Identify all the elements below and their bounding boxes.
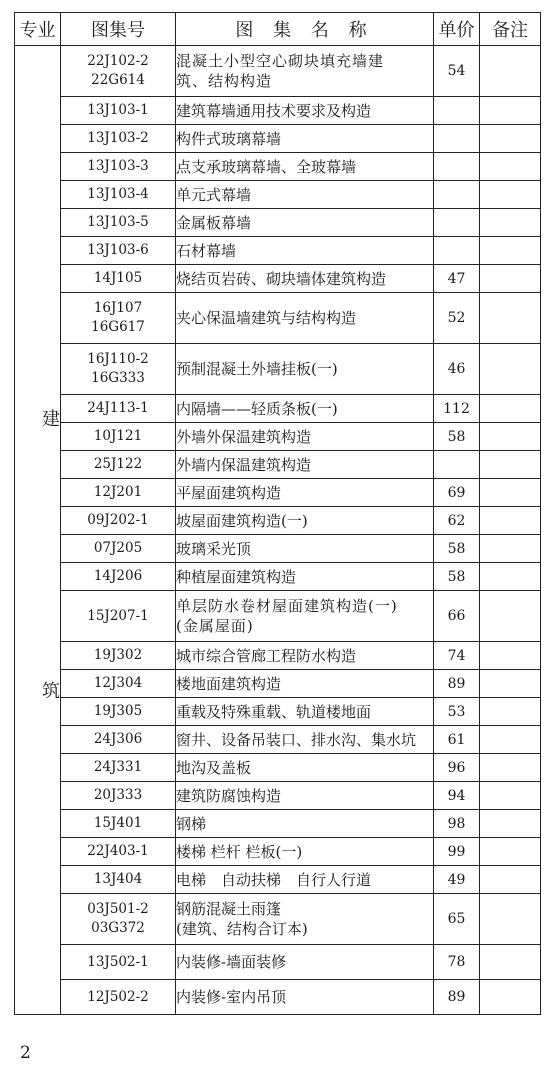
remarks-cell (480, 507, 541, 535)
table-body (15, 46, 541, 1015)
remarks-cell (480, 125, 541, 153)
atlas-number: 19J302 (93, 647, 143, 663)
atlas-name-cell (176, 535, 434, 563)
atlas-number-cell (61, 642, 176, 670)
unit-price-cell: 65 (434, 894, 480, 945)
atlas-number: 24J306 (93, 731, 143, 747)
table-row (15, 535, 541, 563)
unit-price-cell: 89 (434, 980, 480, 1015)
atlas-number-cell (61, 344, 176, 395)
discipline-cell (15, 46, 61, 1015)
remarks-cell (480, 423, 541, 451)
atlas-name: 楼地面建筑构造 (176, 674, 282, 693)
atlas-number-cell (61, 125, 176, 153)
unit-price-cell: 78 (434, 945, 480, 980)
atlas-name-cell (176, 670, 434, 698)
atlas-name: 内隔墙——轻质条板(一) (176, 399, 338, 418)
unit-price-cell: 58 (434, 563, 480, 591)
unit-price-cell: 69 (434, 479, 480, 507)
atlas-name: 地沟及盖板 (176, 758, 252, 777)
unit-price-cell: 47 (434, 265, 480, 293)
atlas-name: 混凝土小型空心砌块填充墙建 (176, 52, 385, 70)
remarks-cell (480, 591, 541, 642)
atlas-number: 12J304 (93, 675, 143, 691)
unit-price-cell: 94 (434, 782, 480, 810)
atlas-number: 24J113-1 (87, 400, 149, 416)
atlas-name: 外墙外保温建筑构造 (176, 427, 312, 446)
atlas-number: 16J110-2 (87, 351, 149, 367)
atlas-name-cell (176, 293, 434, 344)
atlas-number: 16J107 (93, 300, 143, 316)
table-row (15, 344, 541, 395)
atlas-number-cell (61, 153, 176, 181)
remarks-cell (480, 894, 541, 945)
remarks-cell (480, 670, 541, 698)
table-row (15, 451, 541, 479)
unit-price-cell: 112 (434, 395, 480, 423)
atlas-number-cell (61, 726, 176, 754)
atlas-name: 平屋面建筑构造 (176, 483, 282, 502)
table-row (15, 838, 541, 866)
unit-price-cell: 61 (434, 726, 480, 754)
atlas-name-cell (176, 726, 434, 754)
atlas-number-cell (61, 810, 176, 838)
table-header-row (15, 13, 541, 46)
atlas-name: 点支承玻璃幕墙、全玻幕墙 (176, 157, 357, 176)
remarks-cell (480, 980, 541, 1015)
remarks-cell (480, 153, 541, 181)
remarks-cell (480, 866, 541, 894)
atlas-name-cell (176, 451, 434, 479)
unit-price-cell: 62 (434, 507, 480, 535)
header-atlas-name: 图 集 名 称 (176, 13, 434, 46)
atlas-name: 窗井、设备吊装口、排水沟、集水坑 (176, 730, 417, 749)
unit-price-cell (434, 451, 480, 479)
atlas-name: (建筑、结构合订本) (176, 920, 308, 938)
remarks-cell (480, 642, 541, 670)
atlas-name: 金属板幕墙 (176, 213, 252, 232)
remarks-cell (480, 451, 541, 479)
unit-price-cell: 53 (434, 698, 480, 726)
atlas-number-cell (61, 945, 176, 980)
atlas-number: 13J103-2 (87, 130, 149, 146)
atlas-number: 22J403-1 (87, 843, 149, 859)
atlas-number-cell (61, 670, 176, 698)
atlas-catalog-table (14, 12, 541, 1015)
table-row (15, 507, 541, 535)
atlas-number-cell (61, 980, 176, 1015)
atlas-number-cell (61, 782, 176, 810)
unit-price-cell (434, 181, 480, 209)
remarks-cell (480, 782, 541, 810)
unit-price-cell: 89 (434, 670, 480, 698)
atlas-number: 24J331 (93, 759, 143, 775)
remarks-cell (480, 838, 541, 866)
atlas-name-cell (176, 125, 434, 153)
atlas-number: 09J202-1 (87, 512, 149, 528)
atlas-number: 15J401 (93, 815, 143, 831)
atlas-name-cell (176, 97, 434, 125)
table-row (15, 945, 541, 980)
atlas-name-cell (176, 563, 434, 591)
atlas-name-cell (176, 810, 434, 838)
remarks-cell (480, 293, 541, 344)
atlas-number: 12J201 (93, 484, 143, 500)
atlas-number-cell (61, 591, 176, 642)
unit-price-cell: 54 (434, 46, 480, 97)
remarks-cell (480, 479, 541, 507)
table-row (15, 125, 541, 153)
atlas-name: 石材幕墙 (176, 241, 237, 260)
atlas-number-cell (61, 46, 176, 97)
table-row (15, 591, 541, 642)
atlas-number: 13J103-3 (87, 158, 149, 174)
unit-price-cell (434, 237, 480, 265)
atlas-number: 22G614 (91, 72, 145, 88)
atlas-number: 14J206 (93, 568, 143, 584)
atlas-number: 12J502-2 (87, 988, 149, 1005)
atlas-number: 19J305 (93, 703, 143, 719)
unit-price-cell: 99 (434, 838, 480, 866)
table-row (15, 866, 541, 894)
atlas-name-cell (176, 395, 434, 423)
atlas-number: 25J122 (93, 456, 143, 472)
unit-price-cell: 98 (434, 810, 480, 838)
atlas-name-cell (176, 945, 434, 980)
atlas-name-cell (176, 642, 434, 670)
table-row (15, 810, 541, 838)
atlas-number: 16G617 (91, 319, 145, 335)
atlas-name: 城市综合管廊工程防水构造 (176, 646, 357, 665)
atlas-number-cell (61, 838, 176, 866)
atlas-name-cell (176, 237, 434, 265)
atlas-number-cell (61, 181, 176, 209)
discipline-char: 建 (42, 408, 60, 430)
remarks-cell (480, 754, 541, 782)
atlas-name-cell (176, 838, 434, 866)
atlas-name: 钢筋混凝土雨篷 (176, 900, 282, 918)
table-row (15, 698, 541, 726)
table-row (15, 642, 541, 670)
atlas-name: 钢梯 (176, 814, 207, 833)
remarks-cell (480, 46, 541, 97)
atlas-name: 种植屋面建筑构造 (176, 567, 297, 586)
remarks-cell (480, 810, 541, 838)
table-row (15, 563, 541, 591)
table-row (15, 423, 541, 451)
table-row (15, 395, 541, 423)
atlas-name: 构件式玻璃幕墙 (176, 129, 282, 148)
table-row (15, 97, 541, 125)
discipline-char: 筑 (42, 680, 60, 702)
unit-price-cell: 74 (434, 642, 480, 670)
unit-price-cell: 58 (434, 423, 480, 451)
table-row (15, 980, 541, 1015)
unit-price-cell: 96 (434, 754, 480, 782)
table-row (15, 46, 541, 97)
table-row (15, 894, 541, 945)
table-row (15, 479, 541, 507)
atlas-number-cell (61, 97, 176, 125)
atlas-name-cell (176, 698, 434, 726)
atlas-name-cell (176, 479, 434, 507)
table-row (15, 153, 541, 181)
header-unit-price: 单价 (434, 13, 480, 46)
remarks-cell (480, 97, 541, 125)
atlas-number-cell (61, 894, 176, 945)
atlas-name-cell (176, 754, 434, 782)
table-row (15, 754, 541, 782)
atlas-number-cell (61, 209, 176, 237)
remarks-cell (480, 209, 541, 237)
atlas-number-cell (61, 563, 176, 591)
remarks-cell (480, 563, 541, 591)
table-row (15, 237, 541, 265)
table-row (15, 293, 541, 344)
atlas-number: 07J205 (93, 540, 143, 556)
atlas-name: 夹心保温墙建筑与结构构造 (176, 309, 357, 327)
remarks-cell (480, 698, 541, 726)
atlas-number-cell (61, 698, 176, 726)
atlas-number: 13J103-4 (87, 186, 149, 202)
atlas-number: 10J121 (93, 428, 143, 444)
atlas-name: 建筑防腐蚀构造 (176, 786, 282, 805)
atlas-number: 13J404 (93, 871, 143, 887)
atlas-name: 单元式幕墙 (176, 185, 252, 204)
atlas-name-cell (176, 894, 434, 945)
atlas-name-cell (176, 423, 434, 451)
remarks-cell (480, 265, 541, 293)
atlas-name: 坡屋面建筑构造(一) (176, 511, 308, 530)
unit-price-cell (434, 153, 480, 181)
remarks-cell (480, 945, 541, 980)
header-remarks: 备注 (480, 13, 541, 46)
atlas-name-cell (176, 181, 434, 209)
atlas-name-cell (176, 782, 434, 810)
atlas-name: 单层防水卷材屋面建筑构造(一) (176, 597, 398, 615)
atlas-number: 13J103-6 (87, 242, 149, 258)
unit-price-cell (434, 125, 480, 153)
atlas-name: 内装修-墙面装修 (176, 953, 287, 971)
atlas-number: 13J103-1 (87, 102, 149, 118)
atlas-number-cell (61, 866, 176, 894)
atlas-name: 烧结页岩砖、砌块墙体建筑构造 (176, 269, 387, 288)
atlas-name-cell (176, 209, 434, 237)
atlas-number: 13J103-5 (87, 214, 149, 230)
atlas-number: 13J502-1 (87, 953, 149, 970)
remarks-cell (480, 237, 541, 265)
atlas-number-cell (61, 423, 176, 451)
atlas-name: 内装修-室内吊顶 (176, 988, 287, 1006)
atlas-number: 14J105 (93, 270, 143, 286)
atlas-number-cell (61, 507, 176, 535)
atlas-number: 16G333 (91, 370, 145, 386)
atlas-name-cell (176, 866, 434, 894)
atlas-number-cell (61, 237, 176, 265)
atlas-name: 预制混凝土外墙挂板(一) (176, 360, 338, 378)
unit-price-cell: 46 (434, 344, 480, 395)
remarks-cell (480, 395, 541, 423)
atlas-number-cell (61, 535, 176, 563)
table-row (15, 782, 541, 810)
atlas-name: 重载及特殊重载、轨道楼地面 (176, 702, 372, 721)
atlas-number-cell (61, 754, 176, 782)
remarks-cell (480, 726, 541, 754)
atlas-name-cell (176, 507, 434, 535)
atlas-name-cell (176, 591, 434, 642)
atlas-number: 22J102-2 (87, 53, 149, 69)
atlas-number-cell (61, 293, 176, 344)
atlas-number: 15J207-1 (87, 607, 149, 624)
atlas-name: (金属屋面) (176, 617, 254, 635)
unit-price-cell (434, 97, 480, 125)
table-row (15, 726, 541, 754)
atlas-name: 玻璃采光顶 (176, 539, 252, 558)
table-row (15, 265, 541, 293)
atlas-number-cell (61, 265, 176, 293)
atlas-number-cell (61, 451, 176, 479)
remarks-cell (480, 535, 541, 563)
atlas-name: 楼梯 栏杆 栏板(一) (176, 842, 303, 861)
page-number: 2 (20, 1043, 31, 1063)
header-discipline: 专业 (15, 13, 61, 46)
atlas-name-cell (176, 980, 434, 1015)
atlas-name: 电梯 自动扶梯 自行人行道 (176, 870, 372, 889)
atlas-name-cell (176, 46, 434, 97)
atlas-name-cell (176, 344, 434, 395)
atlas-number-cell (61, 479, 176, 507)
table-row (15, 181, 541, 209)
unit-price-cell (434, 209, 480, 237)
atlas-number: 03G372 (91, 920, 145, 936)
atlas-number: 20J333 (93, 787, 143, 803)
atlas-name: 筑、结构构造 (176, 72, 273, 90)
atlas-name: 建筑幕墙通用技术要求及构造 (176, 101, 372, 120)
header-atlas-number: 图集号 (61, 13, 176, 46)
atlas-number-cell (61, 395, 176, 423)
atlas-name: 外墙内保温建筑构造 (176, 455, 312, 474)
atlas-name-cell (176, 153, 434, 181)
table-row (15, 670, 541, 698)
unit-price-cell: 66 (434, 591, 480, 642)
atlas-name-cell (176, 265, 434, 293)
table-row (15, 209, 541, 237)
unit-price-cell: 52 (434, 293, 480, 344)
unit-price-cell: 58 (434, 535, 480, 563)
atlas-number: 03J501-2 (87, 901, 149, 917)
remarks-cell (480, 181, 541, 209)
unit-price-cell: 49 (434, 866, 480, 894)
remarks-cell (480, 344, 541, 395)
